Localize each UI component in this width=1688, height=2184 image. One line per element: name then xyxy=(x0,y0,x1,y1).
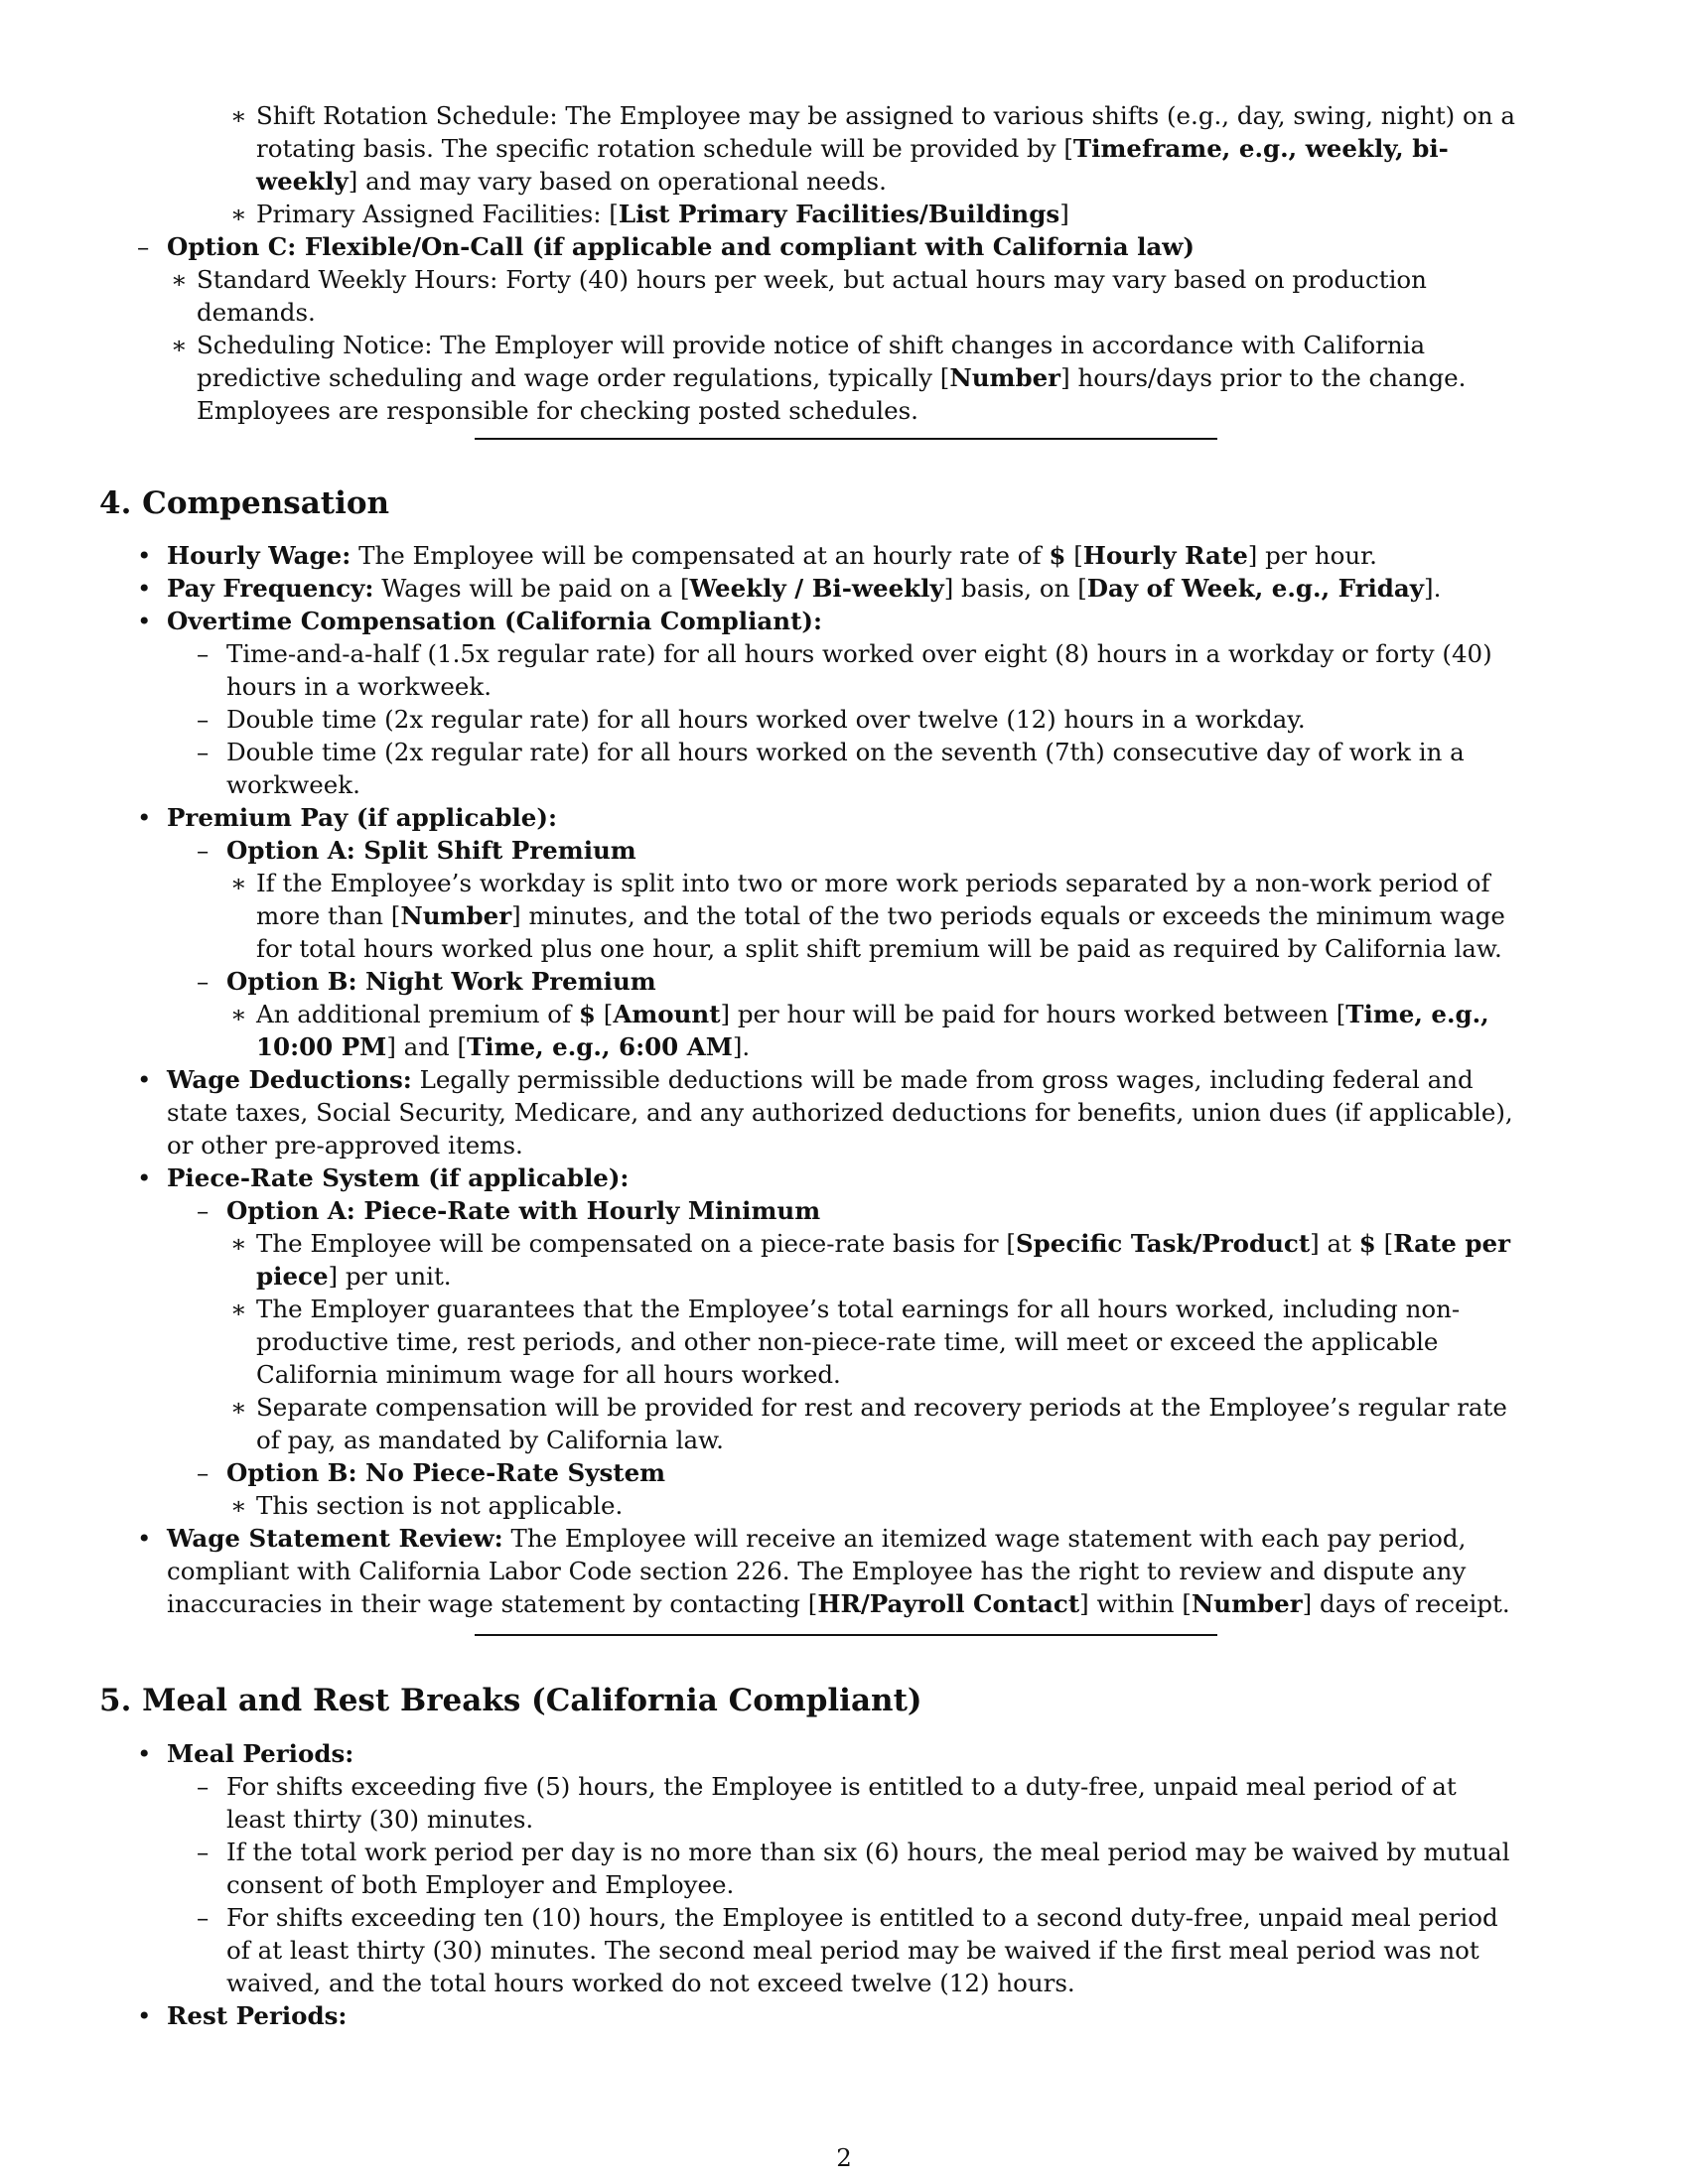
premium-pay-item: • Premium Pay (if applicable): – Option A: Split Shift Premium ∗ If the Employee’s workday is split into two or more work periods separated by a non-work period of more than [Number] minutes, and the total of the two periods equals or exceeds the minimum wage for total hours worked plus one hour, a split shift premium will be paid as required by California law. – Option B: Night Work Premium ∗ An additional premium of $ [Amount] per hour will be paid for hours worked between [Time, e.g., 10:00 PM] and [Time, e.g., 6:00 AM]. xyxy=(99,801,1519,1063)
bullet-marker: • xyxy=(137,541,152,570)
star-marker: ∗ xyxy=(230,869,247,897)
page-number: 2 xyxy=(836,2143,852,2172)
list-item: – Time-and-a-half (1.5x regular rate) for all hours worked over eight (8) hours in a workday or forty (40) hours in a workweek. xyxy=(197,639,1492,701)
list-item: ∗ Separate compensation will be provided for rest and recovery periods at the Employee’s regular rate of pay, as mandated by California law. xyxy=(230,1393,1507,1454)
dash-marker: – xyxy=(197,1838,210,1866)
list-item: ∗ Scheduling Notice: The Employer will provide notice of shift changes in accordance with California predictive scheduling and wage order regulations, typically [Number] hours/days prior to the change. Employees are responsible for checking posted schedules. xyxy=(171,331,1467,425)
dash-marker: – xyxy=(197,1196,210,1225)
bullet-marker: • xyxy=(137,1739,152,1768)
star-marker: ∗ xyxy=(230,1295,247,1323)
bullet-marker: • xyxy=(137,1065,152,1094)
meal-periods-item: • Meal Periods: – For shifts exceeding five (5) hours, the Employee is entitled to a duty-free, unpaid meal period of at least thirty (30) minutes. – If the total work period per day is no more than six (6) hours, the meal period may be waived by mutual consent of both Employer and Employee. – For shifts exceeding ten (10) hours, the Employee is entitled to a second duty-free, unpaid meal period of at least thirty (30) minutes. The second meal period may be waived if the first meal period was not waived, and the total hours worked do not exceed twelve (12) hours. xyxy=(99,1737,1519,1999)
star-marker: ∗ xyxy=(230,1393,247,1422)
list-item: ∗ Shift Rotation Schedule: The Employee may be assigned to various shifts (e.g., day, swing, night) on a rotating basis. The specific rotation schedule will be provided by [Timeframe, e.g., weekly, bi-weekly] and may vary based on operational needs. xyxy=(230,101,1515,196)
dash-marker: – xyxy=(197,639,210,668)
list-item: ∗ Primary Assigned Facilities: [List Primary Facilities/Buildings] xyxy=(230,200,1069,228)
dash-marker: – xyxy=(137,232,150,261)
dash-marker: – xyxy=(197,738,210,766)
star-marker: ∗ xyxy=(171,265,188,294)
list-item: ∗ This section is not applicable. xyxy=(230,1491,624,1520)
bullet-marker: • xyxy=(137,607,152,635)
list-item: ∗ An additional premium of $ [Amount] per hour will be paid for hours worked between [Time, e.g., 10:00 PM] and [Time, e.g., 6:00 AM]. xyxy=(230,1000,1489,1061)
list-item: ∗ The Employee will be compensated on a piece-rate basis for [Specific Task/Product] at $ [Rate per piece] per unit. xyxy=(230,1229,1511,1291)
list-item: ∗ The Employer guarantees that the Employee’s total earnings for all hours worked, including non-productive time, rest periods, and other non-piece-rate time, will meet or exceed the applicable California minimum wage for all hours worked. xyxy=(230,1295,1461,1389)
section-5-heading: 5. Meal and Rest Breaks (California Compliant) xyxy=(99,1683,922,1718)
list-item: – Option B: No Piece-Rate System ∗ This section is not applicable. xyxy=(167,1456,1519,1522)
list-item: – Option A: Piece-Rate with Hourly Minimum ∗ The Employee will be compensated on a piece-rate basis for [Specific Task/Product] at $ [Rate per piece] per unit. ∗ The Employer guarantees that the Employee’s total earnings for all hours worked, including non-productive time, rest periods, and other non-piece-rate time, will meet or exceed the applicable California minimum wage for all hours worked. ∗ Separate compensation will be provided for rest and recovery periods at the Employee’s regular rate of pay, as mandated by California law. xyxy=(167,1194,1519,1456)
dash-marker: – xyxy=(197,836,210,865)
bullet-marker: • xyxy=(137,1524,152,1553)
hourly-wage-item: • Hourly Wage: The Employee will be compensated at an hourly rate of $ [Hourly Rate] per hour. xyxy=(137,541,1377,570)
star-marker: ∗ xyxy=(230,1229,247,1258)
list-item: – For shifts exceeding ten (10) hours, the Employee is entitled to a second duty-free, unpaid meal period of at least thirty (30) minutes. The second meal period may be waived if the first meal period was not waived, and the total hours worked do not exceed twelve (12) hours. xyxy=(197,1903,1498,1997)
list-item xyxy=(99,99,1519,427)
list-item: ∗ Standard Weekly Hours: Forty (40) hours per week, but actual hours may vary based on production demands. xyxy=(171,265,1427,327)
star-marker: ∗ xyxy=(230,101,247,130)
bullet-marker: • xyxy=(137,574,152,603)
list-item: – Option A: Split Shift Premium ∗ If the Employee’s workday is split into two or more work periods separated by a non-work period of more than [Number] minutes, and the total of the two periods equals or exceeds the minimum wage for total hours worked plus one hour, a split shift premium will be paid as required by California law. xyxy=(167,834,1519,965)
section-divider xyxy=(475,1634,1217,1636)
list-item: – Option B: Night Work Premium ∗ An additional premium of $ [Amount] per hour will be paid for hours worked between [Time, e.g., 10:00 PM] and [Time, e.g., 6:00 AM]. xyxy=(167,965,1519,1063)
section-4-heading: 4. Compensation xyxy=(99,485,390,521)
overtime-item: • Overtime Compensation (California Compliant): – Time-and-a-half (1.5x regular rate) for all hours worked over eight (8) hours in a workday or forty (40) hours in a workweek. – Double time (2x regular rate) for all hours worked over twelve (12) hours in a workday. – Double time (2x regular rate) for all hours worked on the seventh (7th) consecutive day of work in a workweek. xyxy=(99,605,1519,801)
dash-marker: – xyxy=(197,1458,210,1487)
section-divider xyxy=(475,438,1217,440)
option-c-item xyxy=(107,230,1519,427)
wage-deductions-item: • Wage Deductions: Legally permissible deductions will be made from gross wages, including federal and state taxes, Social Security, Medicare, and any authorized deductions for benefits, union dues (if applicable), or other pre-approved items. xyxy=(137,1065,1513,1160)
bullet-marker: • xyxy=(137,2001,152,2030)
list-item: – Double time (2x regular rate) for all hours worked over twelve (12) hours in a workday. xyxy=(197,705,1306,734)
dash-marker: – xyxy=(197,1772,210,1801)
bullet-marker: • xyxy=(137,1163,152,1192)
rest-periods-item: • Rest Periods: xyxy=(137,2001,348,2030)
option-c-label: Option C: Flexible/On-Call (if applicable and compliant with California law) xyxy=(167,232,1195,261)
star-marker: ∗ xyxy=(230,1491,247,1520)
star-marker: ∗ xyxy=(230,200,247,228)
list-item: – Double time (2x regular rate) for all hours worked on the seventh (7th) consecutive day of work in a workweek. xyxy=(197,738,1465,799)
bullet-marker: • xyxy=(137,803,152,832)
star-marker: ∗ xyxy=(230,1000,247,1028)
piece-rate-item: • Piece-Rate System (if applicable): – Option A: Piece-Rate with Hourly Minimum ∗ The Employee will be compensated on a piece-rate basis for [Specific Task/Product] at $ [Rate per piece] per unit. ∗ The Employer guarantees that the Employee’s total earnings for all hours worked, including non-productive time, rest periods, and other non-piece-rate time, will meet or exceed the applicable California minimum wage for all hours worked. ∗ Separate compensation will be provided for rest and recovery periods at the Employee’s regular rate of pay, as mandated by California law. – Option B: No Piece-Rate System ∗ This section is not applicable. xyxy=(99,1161,1519,1522)
list-item xyxy=(167,99,1519,230)
list-item: ∗ If the Employee’s workday is split into two or more work periods separated by a non-work period of more than [Number] minutes, and the total of the two periods equals or exceeds the minimum wage for total hours worked plus one hour, a split shift premium will be paid as required by California law. xyxy=(230,869,1505,963)
wage-statement-item: • Wage Statement Review: The Employee will receive an itemized wage statement with each pay period, compliant with California Labor Code section 226. The Employee has the right to review and dispute any inaccuracies in their wage statement by contacting [HR/Payroll Contact] within [Number] days of receipt. xyxy=(137,1524,1510,1618)
list-item: – For shifts exceeding five (5) hours, the Employee is entitled to a duty-free, unpaid meal period of at least thirty (30) minutes. xyxy=(197,1772,1457,1834)
dash-marker: – xyxy=(197,967,210,996)
dash-marker: – xyxy=(197,1903,210,1932)
list-item: – If the total work period per day is no more than six (6) hours, the meal period may be waived by mutual consent of both Employer and Employee. xyxy=(197,1838,1510,1899)
dash-marker: – xyxy=(197,705,210,734)
star-marker: ∗ xyxy=(171,331,188,359)
pay-frequency-item: • Pay Frequency: Wages will be paid on a [Weekly / Bi-weekly] basis, on [Day of Week, e.g., Friday]. xyxy=(137,574,1442,603)
